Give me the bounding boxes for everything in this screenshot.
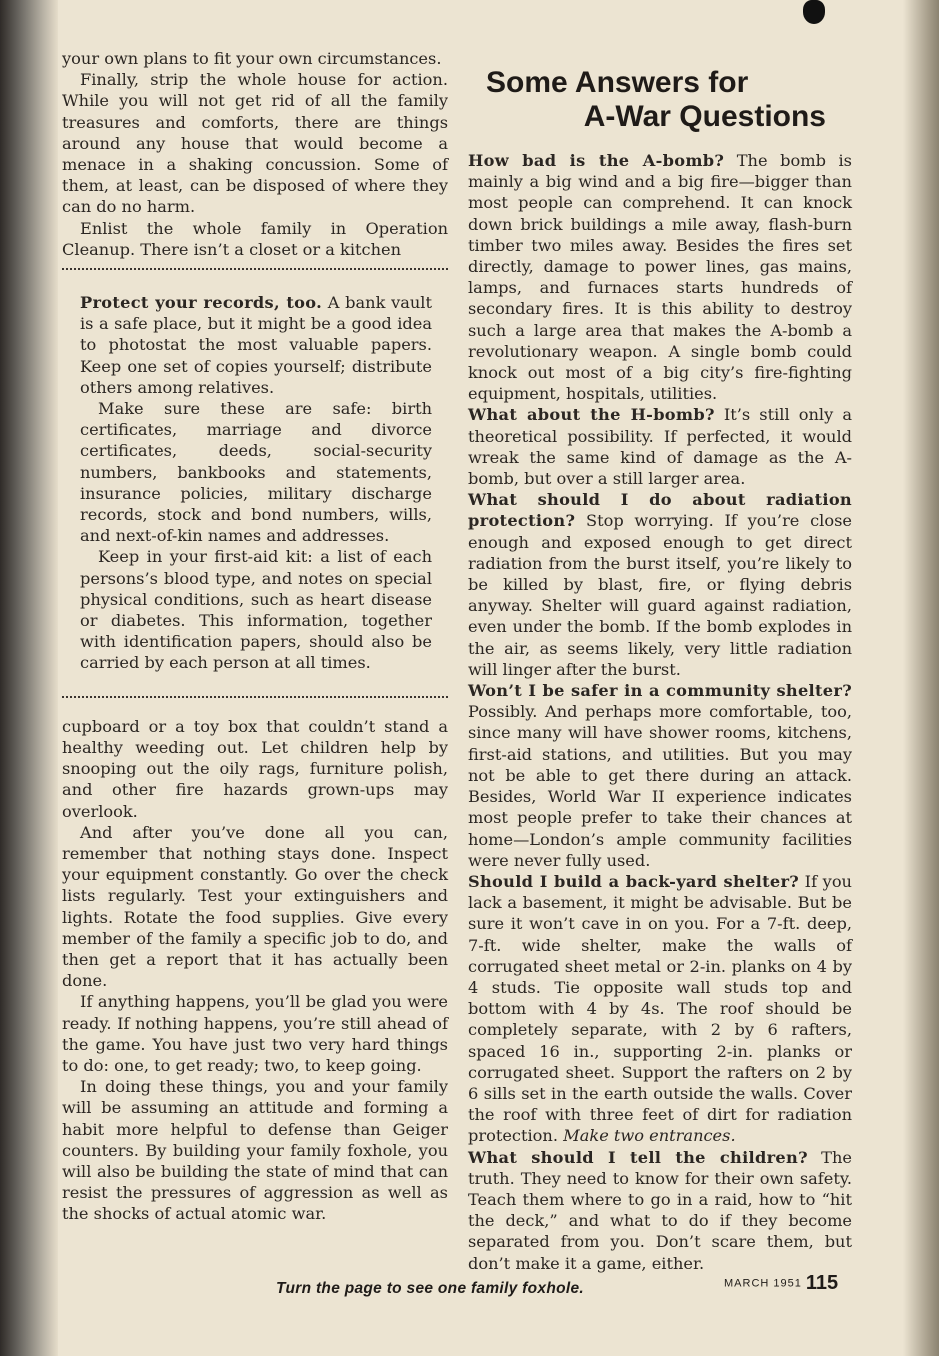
page-folio [724, 1272, 838, 1295]
qa-item [468, 1147, 852, 1274]
qa-answer: If you lack a basement, it might be advisable. But be sure it won’t cave in on you. For a 7-ft. deep, 7-ft. wide shelter, make the walls of corrugated sheet metal or 2-in. planks on 4 by 4 studs. Tie opposite wall studs top and bottom with 4 by 4s. The roof should be completely separate, with 2 by 6 rafters, spaced 16 in., supporting 2-in. planks or corrugated sheet. Support the rafters on 2 by 6 sills set in the earth outside the walls. Cover the roof with three feet of dirt for radiation protection. [468, 871, 852, 1146]
body-paragraph: If anything happens, you’ll be glad you were ready. If nothing happens, you’re still ahead of the game. You have just two very hard things to do: one, to get ready; two, to keep going. [62, 992, 448, 1075]
qa-answer: It’s still only a theoretical possibility. If perfected, it would wreak the same kind of damage as the A-bomb, but over a still larger area. [468, 405, 852, 489]
qa-question: What should I do about radiation protection? [468, 490, 852, 531]
qa-question: What should I tell the children? [468, 1147, 808, 1167]
qa-question: Won’t I be safer in a community shelter? [468, 681, 852, 701]
body-paragraph: your own plans to fit your own circumstances. [62, 49, 442, 68]
qa-item [468, 680, 852, 871]
body-paragraph: cupboard or a toy box that couldn’t stand a healthy weeding out. Let children help by snooping out the oily rags, furniture polish, and other fire hazards grown-ups may overlook. [62, 716, 448, 821]
turn-page-note: Turn the page to see one family foxhole. [276, 1280, 584, 1297]
qa-answer: Stop worrying. If you’re close enough and exposed enough to get direct radiation from the burst itself, you’re likely to be killed by blast, fire, or flying debris anyway. Shelter will guard against radiation, even under the bomb. If the bomb explodes in the air, as seems likely, very little radiation will linger after the burst. [468, 511, 852, 679]
page-number: 115 [805, 1272, 839, 1294]
page-edge-shadow [903, 0, 939, 1356]
qa-question: Should I build a back-yard shelter? [468, 871, 800, 891]
right-column-qa [468, 150, 852, 1274]
sidebar-lead-heading: Protect your records, too. [80, 293, 323, 313]
article-title [486, 66, 826, 134]
qa-question: What about the H-bomb? [468, 405, 715, 425]
qa-item [468, 404, 852, 489]
qa-item [468, 489, 852, 680]
issue-date: MARCH 1951 [724, 1277, 802, 1290]
qa-answer: The bomb is mainly a big wind and a big fire—bigger than most people can comprehend. It can knock down brick buildings a mile away, flash-burn timber two miles away. Besides the fires set directly, damage to power lines, gas mains, lamps, and furnaces starts hundreds of secondary fires. It is this ability to destroy such a large area that makes the A-bomb a revolutionary weapon. A single bomb could knock out most of a big city’s fire-fighting equipment, hospitals, utilities. [468, 151, 852, 404]
binding-gutter-shadow [0, 0, 58, 1356]
left-continued-text [62, 716, 448, 1225]
sidebar-paragraph: Keep in your first-aid kit: a list of each persons’s blood type, and notes on special physical conditions, such as heart disease or diabetes. This information, together with identification papers, should also be carried by each person at all times. [80, 547, 432, 673]
qa-answer: Possibly. And perhaps more comfortable, too, since many will have shower rooms, kitchens, first-aid stations, and utilities. But you may not be able to get there during an attack. Besides, World War II experience indicates most people prefer to take their chances at home—London’s ample community facilities were never fully used. [468, 702, 852, 870]
sidebar-paragraph [80, 292, 432, 398]
title-line-2: A-War Questions [583, 100, 826, 133]
qa-answer: The truth. They need to know for their own safety. Teach them where to go in a raid, how to “hit the deck,” and what to do if they become separated from you. Don’t scare them, but don’t make it a game, either. [468, 1147, 852, 1273]
left-column [62, 48, 448, 1225]
sidebar-paragraph: Make sure these are safe: birth certificates, marriage and divorce certificates, deeds, social-security numbers, bankbooks and statements, insurance policies, military discharge records, stock and bond numbers, wills, and next-of-kin names and addresses. [80, 399, 432, 546]
body-paragraph: In doing these things, you and your family will be assuming an attitude and forming a habit more helpful to defense than Geiger counters. By building your family foxhole, you will also be building the state of mind that can resist the pressures of aggression as well as the shocks of actual atomic war. [62, 1077, 448, 1224]
qa-item [468, 871, 852, 1147]
sidebar-text: A bank vault is a safe place, but it might be a good idea to photostat the most valuable papers. Keep one set of copies yourself; distribute others among relatives. [80, 293, 432, 397]
qa-question: How bad is the A-bomb? [468, 151, 725, 170]
ink-blot [803, 0, 825, 24]
body-paragraph: And after you’ve done all you can, remember that nothing stays done. Inspect your equipment constantly. Go over the check lists regularly. Test your extinguishers and lights. Rotate the food supplies. Give every member of the family a specific job to do, and then get a report that it has actually been done. [62, 822, 448, 991]
body-paragraph: Finally, strip the whole house for action. While you will not get rid of all the family treasures and comforts, there are things around any house that would become a menace in a shaking concussion. Some of them, at least, can be disposed of where they can do no harm. [62, 70, 448, 217]
qa-item [468, 150, 852, 404]
body-paragraph: Enlist the whole family in Operation Cleanup. There isn’t a closet or a kitchen [62, 218, 448, 259]
records-sidebar-box [62, 268, 448, 698]
title-line-1: Some Answers for [486, 66, 749, 99]
qa-answer-italic: Make two entrances. [563, 1126, 736, 1146]
